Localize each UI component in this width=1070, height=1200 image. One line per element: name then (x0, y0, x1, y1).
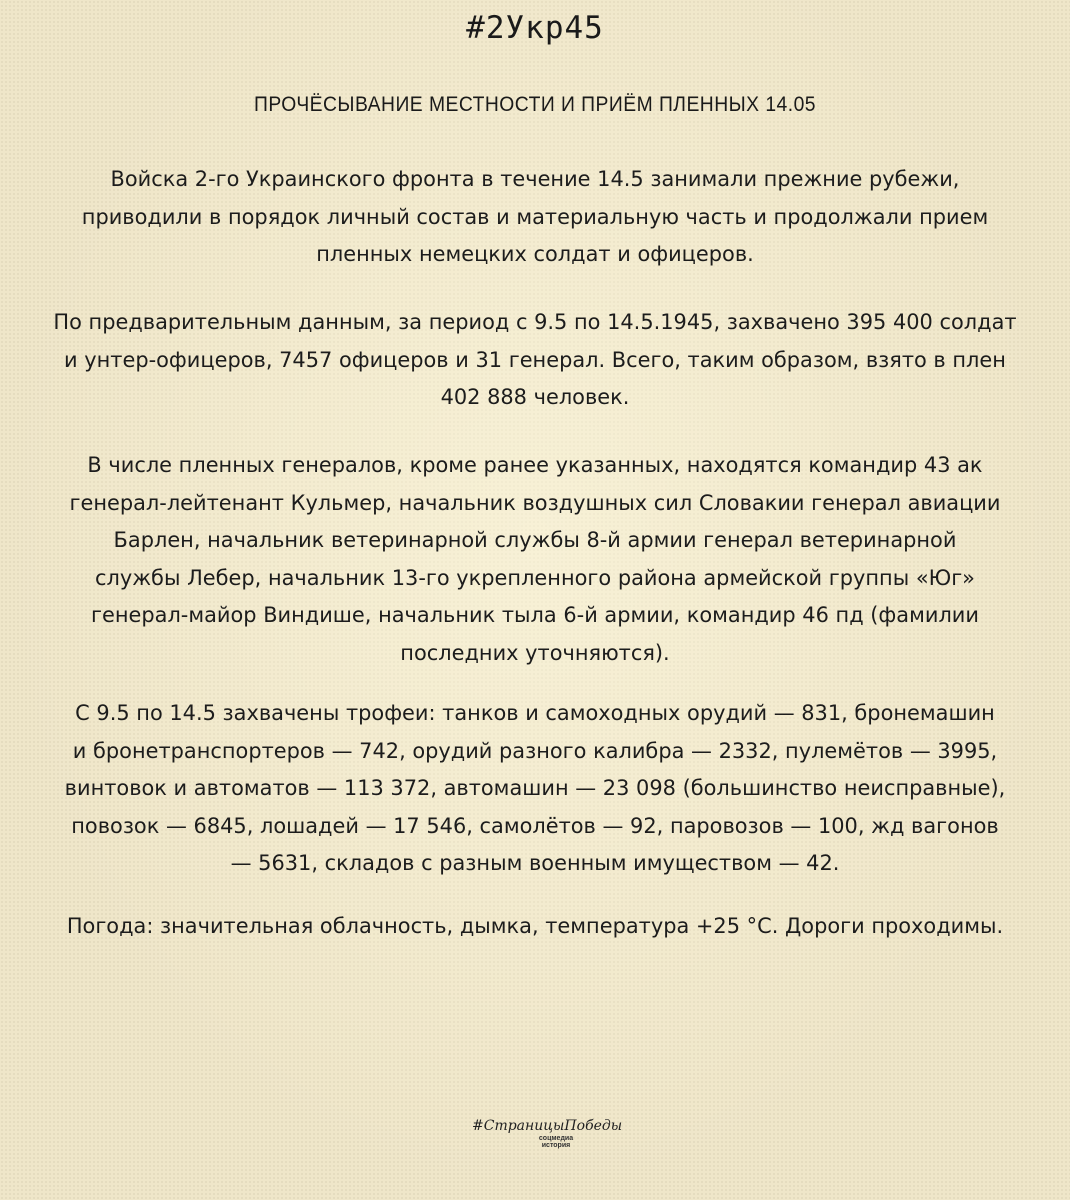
paragraph-line: повозок — 6845, лошадей — 17 546, самолётов — 92, паровозов — 100, жд вагонов (71, 813, 999, 839)
logo-subtitle-line: история (541, 1142, 571, 1149)
paragraph-captured-generals (0, 447, 1070, 672)
paragraph-line: 402 888 человек. (440, 385, 630, 410)
hashtag-title: #2Укр45 (466, 10, 604, 46)
paragraph-line: По предварительным данным, за период с 9.5 по 14.5.1945, захвачено 395 400 солдат (53, 310, 1017, 335)
paragraph-line: В числе пленных генералов, кроме ранее указанных, находятся командир 43 ак (87, 453, 983, 478)
paragraph-line: винтовок и автоматов — 113 372, автомашин — 23 098 (большинство неисправные), (64, 776, 1006, 801)
paragraph-line: С 9.5 по 14.5 захвачены трофеи: танков и самоходных орудий — 831, бронемашин (75, 701, 995, 726)
paragraph-line: пленных немецких солдат и офицеров. (316, 242, 754, 267)
paragraph-line: Барлен, начальник ветеринарной службы 8-й армии генерал ветеринарной (113, 528, 957, 553)
paragraph-line: службы Лебер, начальник 13-го укрепленного района армейской группы «Юг» (95, 565, 975, 591)
paragraph-line: генерал-лейтенант Кульмер, начальник воздушных сил Словакии генерал авиации (69, 490, 1001, 516)
paragraph-line: последних уточняются). (400, 640, 670, 666)
paragraph-line: приводили в порядок личный состав и материальную часть и продолжали прием (81, 204, 989, 230)
paragraph-line: и бронетранспортеров — 742, орудий разного калибра — 2332, пулемётов — 3995, (72, 738, 998, 764)
paragraph-line: Войска 2-го Украинского фронта в течение 14.5 занимали прежние рубежи, (110, 167, 960, 192)
paragraph-line: — 5631, складов с разным военным имуществом — 42. (230, 851, 840, 876)
paragraph-weather (0, 908, 1070, 946)
logo-subtitle-line: соцмедиа (538, 1135, 574, 1142)
paragraph-line: генерал-майор Виндише, начальник тыла 6-й армии, командир 46 пд (фамилии (91, 603, 979, 628)
paragraph-front-status (0, 161, 1070, 274)
section-heading: ПРОЧЁСЫВАНИЕ МЕСТНОСТИ И ПРИЁМ ПЛЕННЫХ 14.05 (253, 93, 817, 116)
paragraph-prisoner-count (0, 304, 1070, 417)
paragraph-trophies (0, 695, 1070, 883)
logo-subtitle (536, 1135, 576, 1149)
pages-of-victory-logo (472, 1118, 623, 1158)
logo-wordmark: #СтраницыПобеды (472, 1118, 623, 1134)
paragraph-line: Погода: значительная облачность, дымка, температура +25 °С. Дороги проходимы. (66, 914, 1004, 939)
paragraph-line: и унтер-офицеров, 7457 офицеров и 31 генерал. Всего, таким образом, взято в плен (64, 347, 1006, 373)
